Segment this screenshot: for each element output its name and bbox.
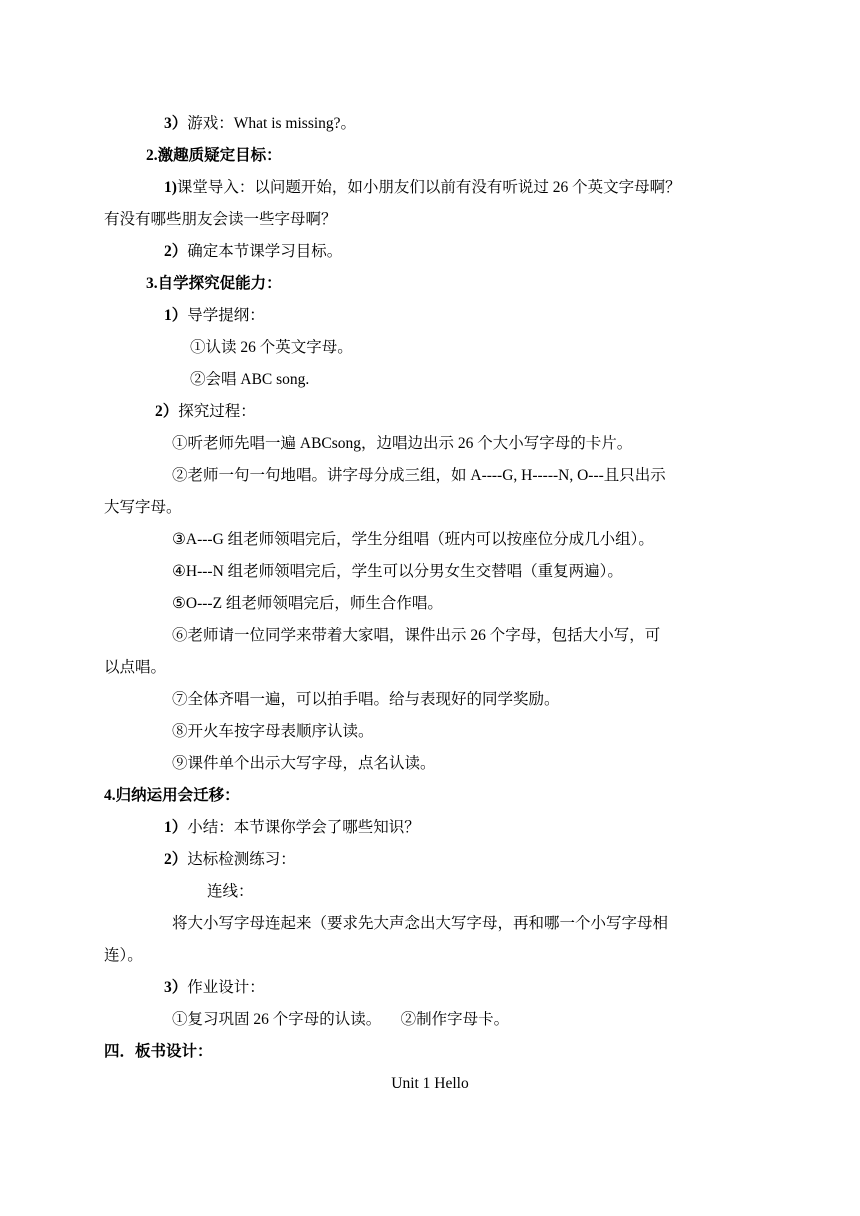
process-step-7: ⑦全体齐唱一遍，可以拍手唱。给与表现好的同学奖励。 [172,691,560,708]
outline-subitem-1: ①认读 26 个英文字母。 [190,339,353,356]
section-heading-board: 四．板书设计： [104,1043,213,1060]
item-text: 作业设计： [187,979,265,996]
process-step-9: ⑨课件单个出示大写字母，点名认读。 [172,755,436,772]
intro-item-continued: 有没有哪些朋友会读一些字母啊？ [104,211,337,228]
homework-tasks: ①复习巩固 26 个字母的认读。 ②制作字母卡。 [172,1011,510,1028]
process-step-1: ①听老师先唱一遍 ABCsong，边唱边出示 26 个大小写字母的卡片。 [172,435,633,452]
item-number: 1） [164,307,188,324]
process-step-2: ②老师一句一句地唱。讲字母分成三组，如 A----G, H-----N, O---且只出示 [172,467,666,484]
intro-item [164,178,681,198]
item-text: 导学提纲： [187,307,265,324]
process-step-3: ③A---G 组老师领唱完后，学生分组唱（班内可以按座位分成几小组）。 [172,531,654,548]
item-number: 1） [164,819,188,836]
item-number: 3） [164,115,188,132]
homework-item [164,978,265,998]
process-step-6: ⑥老师请一位同学来带着大家唱，课件出示 26 个字母，包括大小写，可 [172,627,661,644]
practice-instruction-continued: 连）。 [104,947,143,964]
practice-instruction: 将大小写字母连起来（要求先大声念出大写字母，再和哪一个小写字母相 [172,915,669,932]
section-heading-4: 4.归纳运用会迁移： [104,787,240,804]
process-item [155,402,256,422]
section-heading-2: 2.激趣质疑定目标： [146,147,282,164]
section-heading-3: 3.自学探究促能力： [146,275,282,292]
item-text: 探究过程： [178,403,256,420]
outline-item [164,306,265,326]
item-text: 课堂导入：以问题开始，如小朋友们以前有没有听说过 26 个英文字母啊？ [176,179,681,196]
item-number: 2） [164,243,188,260]
process-step-5: ⑤O---Z 组老师领唱完后，师生合作唱。 [172,595,443,612]
item-text: 游戏：What is missing?。 [187,115,357,132]
item-number: 2） [155,403,179,420]
item-number: 1) [164,179,177,196]
practice-label: 连线： [207,883,254,900]
process-step-8: ⑧开火车按字母表顺序认读。 [172,723,374,740]
item-number: 3） [164,979,188,996]
practice-item [164,850,296,870]
board-title: Unit 1 Hello [391,1075,469,1092]
game-item [164,114,356,134]
item-text: 小结：本节课你学会了哪些知识？ [187,819,420,836]
outline-subitem-2: ②会唱 ABC song. [190,371,310,388]
item-text: 确定本节课学习目标。 [187,243,343,260]
process-step-6-continued: 以点唱。 [104,659,167,676]
item-text: 达标检测练习： [187,851,296,868]
summary-item [164,818,420,838]
process-step-4: ④H---N 组老师领唱完后，学生可以分男女生交替唱（重复两遍）。 [172,563,623,580]
process-step-2-continued: 大写字母。 [104,499,182,516]
goal-item [164,242,342,262]
item-number: 2） [164,851,188,868]
